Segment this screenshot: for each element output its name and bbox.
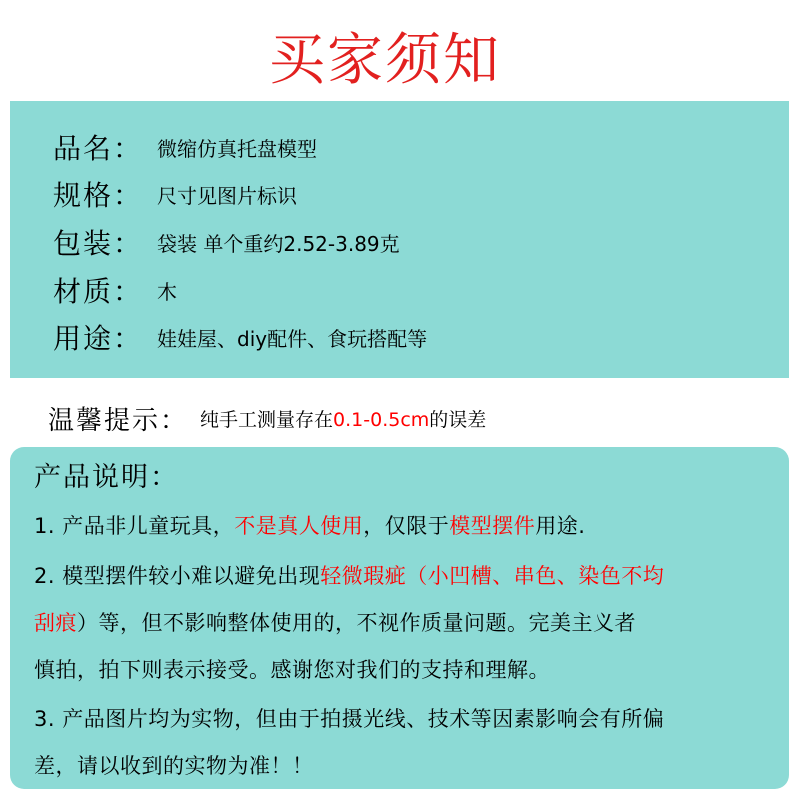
description-title: 产品说明： (34, 462, 179, 493)
tip-prefix: 纯手工测量存在 (200, 408, 334, 431)
description-item-2-line-1 (34, 560, 664, 590)
info-key: 材质： (53, 275, 144, 308)
description-item-3-line-1: 3. 产品图片均为实物，但由于拍摄光线、技术等因素影响会有所偏 (34, 707, 665, 731)
info-row-package (53, 220, 400, 264)
description-item-2-line-3: 慎拍，拍下则表示接受。感谢您对我们的支持和理解。 (34, 658, 550, 682)
description-item-3-line-2: 差，请以收到的实物为准！！ (34, 754, 314, 778)
tip-key: 温馨提示： (48, 405, 189, 436)
info-row-material (53, 268, 177, 312)
info-value: 娃娃屋、diy配件、食玩搭配等 (157, 326, 428, 351)
page-title: 买家须知 (269, 28, 501, 93)
info-row-name (53, 125, 317, 169)
info-value: 袋装 单个重约2.52-3.89克 (157, 231, 400, 256)
highlight-segment: 轻微瑕疵（小凹槽、串色、染色不均 (320, 564, 665, 588)
highlight-segment: 刮痕 (34, 611, 77, 635)
text-segment: ，仅限于 (363, 514, 450, 538)
info-key: 品名： (53, 132, 144, 165)
text-segment: 2. 模型摆件较小难以避免出现 (34, 564, 321, 588)
text-segment: ）等，但不影响整体使用的，不视作质量问题。完美主义者 (77, 611, 636, 635)
description-item-2-line-2 (34, 607, 636, 637)
warm-tip (48, 398, 486, 438)
highlight-segment: 模型摆件 (449, 514, 536, 538)
info-value: 尺寸见图片标识 (157, 183, 298, 208)
info-row-usage (53, 315, 427, 359)
info-value: 微缩仿真托盘模型 (157, 136, 318, 161)
tip-highlight: 0.1-0.5cm (333, 408, 430, 431)
tip-text (200, 405, 486, 432)
text-segment: 1. 产品非儿童玩具， (34, 514, 235, 538)
description-item-1 (34, 510, 585, 540)
info-row-spec (53, 172, 297, 216)
info-key: 用途： (53, 322, 144, 355)
highlight-segment: 不是真人使用 (234, 514, 364, 538)
text-segment: 用途. (535, 514, 586, 538)
info-key: 包装： (53, 227, 144, 260)
tip-suffix: 的误差 (429, 408, 487, 431)
info-key: 规格： (53, 179, 144, 212)
info-value: 木 (157, 279, 178, 304)
